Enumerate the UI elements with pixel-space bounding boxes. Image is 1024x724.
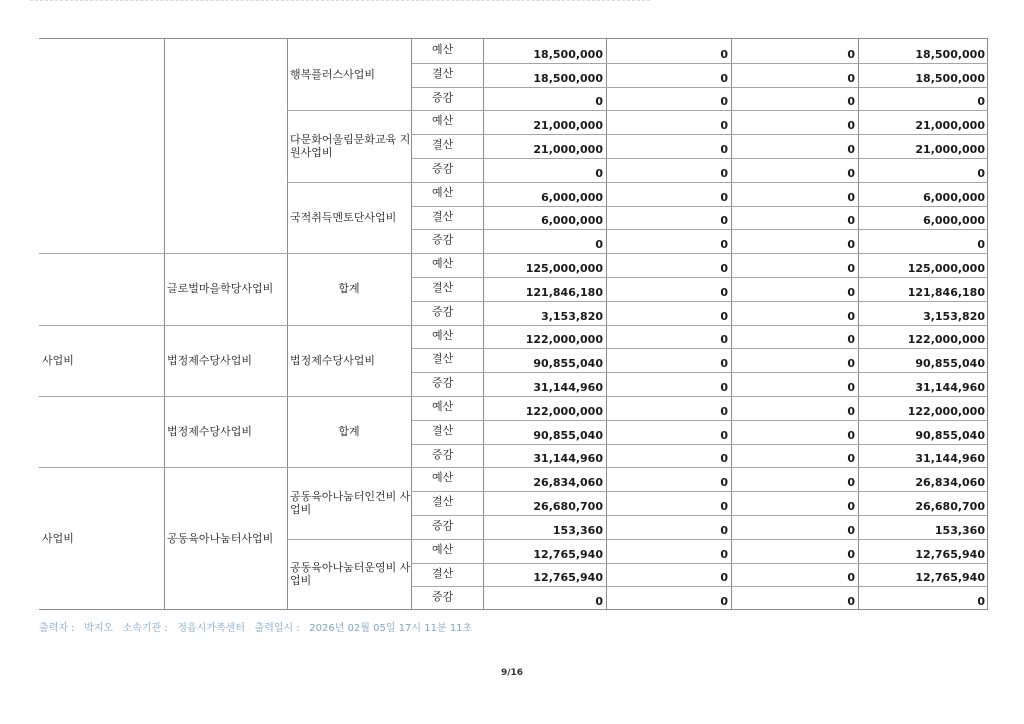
row-rule <box>411 301 988 302</box>
row-rule <box>164 325 287 326</box>
row-rule <box>287 182 411 183</box>
amount-cell: 0 <box>720 285 728 299</box>
amount-cell: 6,000,000 <box>923 190 985 204</box>
amount-cell: 0 <box>595 95 603 109</box>
row-rule <box>411 563 988 564</box>
category-level3-cell: 공동육아나눔터운영비 사업비 <box>290 561 411 588</box>
row-type-label: 증감 <box>432 162 454 175</box>
row-type-label: 예산 <box>432 185 454 199</box>
row-rule <box>287 253 411 254</box>
amount-cell: 0 <box>977 595 985 609</box>
row-rule <box>39 467 164 468</box>
row-rule <box>411 206 988 207</box>
row-rule <box>39 325 164 326</box>
amount-cell: 31,144,960 <box>915 380 985 394</box>
org-name: 정읍시가족센터 <box>177 623 245 634</box>
page-number: 9/16 <box>500 668 524 678</box>
amount-cell: 0 <box>720 452 728 466</box>
category-level2-cell <box>164 39 287 253</box>
amount-cell: 31,144,960 <box>915 452 985 466</box>
row-rule <box>411 63 988 64</box>
amount-cell: 0 <box>720 142 728 156</box>
row-type-label: 결산 <box>432 281 454 294</box>
amount-cell: 0 <box>720 95 728 109</box>
amount-cell: 0 <box>847 142 855 156</box>
amount-cell: 0 <box>720 47 728 61</box>
amount-cell: 0 <box>720 595 728 609</box>
row-rule <box>411 586 988 587</box>
row-rule <box>411 229 988 230</box>
amount-cell: 0 <box>847 214 855 228</box>
amount-cell: 0 <box>720 214 728 228</box>
row-type-label: 증감 <box>432 90 454 104</box>
category-level3-cell: 다문화어울림문화교육 지원사업비 <box>290 133 411 160</box>
row-type-label: 증감 <box>432 590 454 604</box>
amount-cell: 21,000,000 <box>915 119 985 133</box>
row-rule <box>287 110 411 111</box>
category-level2-cell: 법정제수당사업비 <box>167 353 253 367</box>
print-info-footer <box>39 619 472 634</box>
amount-cell: 18,500,000 <box>533 47 603 61</box>
category-level1-cell <box>39 39 164 253</box>
amount-cell: 3,153,820 <box>541 309 603 323</box>
amount-cell: 121,846,180 <box>907 285 985 299</box>
row-rule <box>411 396 988 397</box>
row-rule <box>164 396 287 397</box>
row-rule <box>411 420 988 421</box>
amount-cell: 122,000,000 <box>907 404 985 418</box>
amount-cell: 18,500,000 <box>915 71 985 85</box>
amount-cell: 6,000,000 <box>541 214 603 228</box>
amount-cell: 21,000,000 <box>915 142 985 156</box>
amount-cell: 0 <box>847 190 855 204</box>
row-type-label: 결산 <box>432 66 454 80</box>
amount-cell: 0 <box>720 166 728 180</box>
row-type-label: 결산 <box>432 423 454 437</box>
printed-by: 박지오 <box>84 623 114 634</box>
amount-cell: 18,500,000 <box>533 71 603 85</box>
row-rule <box>411 253 988 254</box>
row-type-label: 증감 <box>432 304 454 318</box>
row-rule <box>287 467 411 468</box>
amount-cell: 12,765,940 <box>915 571 985 585</box>
amount-cell: 0 <box>847 499 855 513</box>
amount-cell: 0 <box>847 476 855 490</box>
amount-cell: 0 <box>720 357 728 371</box>
row-rule <box>411 491 988 492</box>
category-level2-cell: 공동육아나눔터사업비 <box>167 532 274 546</box>
amount-cell: 0 <box>847 71 855 85</box>
row-rule <box>411 348 988 349</box>
row-rule <box>411 87 988 88</box>
amount-cell: 121,846,180 <box>525 285 603 299</box>
amount-cell: 0 <box>720 476 728 490</box>
amount-cell: 90,855,040 <box>915 357 985 371</box>
amount-cell: 0 <box>977 95 985 109</box>
amount-cell: 122,000,000 <box>525 333 603 347</box>
category-level3-cell: 행복플러스사업비 <box>290 68 376 82</box>
category-level3-cell: 국적취득멘토단사업비 <box>290 210 397 224</box>
amount-cell: 0 <box>847 95 855 109</box>
amount-cell: 0 <box>720 71 728 85</box>
row-type-label: 결산 <box>432 495 454 509</box>
amount-cell: 0 <box>720 571 728 585</box>
row-type-label: 예산 <box>432 328 454 342</box>
amount-cell: 0 <box>847 428 855 442</box>
amount-cell: 0 <box>847 285 855 299</box>
amount-cell: 0 <box>595 238 603 252</box>
printed-at: 2026년 02월 05일 17시 11분 11초 <box>309 623 473 634</box>
amount-cell: 31,144,960 <box>533 452 603 466</box>
row-type-label: 결산 <box>432 352 454 366</box>
row-rule <box>164 253 287 254</box>
row-rule <box>411 110 988 111</box>
row-type-label: 결산 <box>432 209 454 223</box>
amount-cell: 12,765,940 <box>915 547 985 561</box>
row-type-label: 예산 <box>432 257 454 271</box>
amount-cell: 0 <box>847 357 855 371</box>
category-level3-cell: 공동육아나눔터인건비 사업비 <box>290 490 411 517</box>
row-type-label: 예산 <box>432 471 454 485</box>
row-type-label: 예산 <box>432 43 454 56</box>
amount-cell: 0 <box>847 523 855 537</box>
category-level1-cell <box>39 253 164 324</box>
amount-cell: 6,000,000 <box>541 190 603 204</box>
amount-cell: 153,360 <box>552 523 603 537</box>
scan-edge-line <box>30 0 650 4</box>
amount-cell: 0 <box>847 309 855 323</box>
org-label: 소속기관 : <box>122 623 168 634</box>
category-level2-cell: 글로벌마을학당사업비 <box>167 282 274 296</box>
amount-cell: 90,855,040 <box>915 428 985 442</box>
row-type-label: 증감 <box>432 519 454 532</box>
category-level2-cell: 법정제수당사업비 <box>167 425 253 439</box>
row-rule <box>164 467 287 468</box>
amount-cell: 0 <box>847 380 855 394</box>
amount-cell: 18,500,000 <box>915 47 985 61</box>
row-rule <box>411 158 988 159</box>
amount-cell: 125,000,000 <box>907 261 985 275</box>
row-rule <box>411 277 988 278</box>
amount-cell: 0 <box>847 333 855 347</box>
amount-cell: 0 <box>847 547 855 561</box>
category-level1-cell: 사업비 <box>42 532 74 546</box>
amount-cell: 0 <box>847 238 855 252</box>
amount-cell: 6,000,000 <box>923 214 985 228</box>
amount-cell: 0 <box>720 428 728 442</box>
amount-cell: 0 <box>847 47 855 61</box>
row-rule <box>411 134 988 135</box>
amount-cell: 122,000,000 <box>525 404 603 418</box>
row-type-label: 결산 <box>432 138 454 152</box>
amount-cell: 26,680,700 <box>915 499 985 513</box>
amount-cell: 0 <box>720 380 728 394</box>
amount-cell: 0 <box>977 238 985 252</box>
row-type-label: 예산 <box>432 542 454 556</box>
amount-cell: 122,000,000 <box>907 333 985 347</box>
amount-cell: 31,144,960 <box>533 380 603 394</box>
amount-cell: 0 <box>847 119 855 133</box>
category-level3-cell: 법정제수당사업비 <box>290 353 376 367</box>
amount-cell: 21,000,000 <box>533 142 603 156</box>
budget-settlement-table <box>39 38 988 610</box>
category-level1-cell: 사업비 <box>42 353 74 367</box>
amount-cell: 0 <box>847 166 855 180</box>
amount-cell: 0 <box>720 547 728 561</box>
amount-cell: 0 <box>977 166 985 180</box>
row-rule <box>287 539 411 540</box>
row-rule <box>411 182 988 183</box>
amount-cell: 0 <box>720 190 728 204</box>
row-type-label: 결산 <box>432 566 454 580</box>
amount-cell: 90,855,040 <box>533 357 603 371</box>
amount-cell: 0 <box>720 119 728 133</box>
amount-cell: 12,765,940 <box>533 547 603 561</box>
amount-cell: 0 <box>847 452 855 466</box>
row-rule <box>411 515 988 516</box>
row-type-label: 예산 <box>432 114 454 128</box>
category-level3-cell: 합계 <box>338 425 360 439</box>
printed-by-label: 출력자 : <box>39 623 75 634</box>
amount-cell: 0 <box>847 404 855 418</box>
amount-cell: 0 <box>720 404 728 418</box>
amount-cell: 0 <box>595 166 603 180</box>
row-rule <box>411 372 988 373</box>
amount-cell: 90,855,040 <box>533 428 603 442</box>
amount-cell: 125,000,000 <box>525 261 603 275</box>
row-rule <box>287 396 411 397</box>
amount-cell: 0 <box>720 333 728 347</box>
amount-cell: 21,000,000 <box>533 119 603 133</box>
amount-cell: 153,360 <box>934 523 985 537</box>
amount-cell: 0 <box>595 595 603 609</box>
row-type-label: 증감 <box>432 233 454 247</box>
category-level1-cell <box>39 396 164 467</box>
row-type-label: 예산 <box>432 400 454 413</box>
amount-cell: 3,153,820 <box>923 309 985 323</box>
amount-cell: 26,680,700 <box>533 499 603 513</box>
row-rule <box>39 396 164 397</box>
row-rule <box>39 253 164 254</box>
row-rule <box>287 325 411 326</box>
row-type-label: 증감 <box>432 376 454 390</box>
row-rule <box>411 467 988 468</box>
amount-cell: 26,834,060 <box>915 476 985 490</box>
amount-cell: 0 <box>847 261 855 275</box>
row-rule <box>411 539 988 540</box>
printed-at-label: 출력일시 : <box>254 623 300 634</box>
amount-cell: 0 <box>720 261 728 275</box>
amount-cell: 0 <box>720 238 728 252</box>
row-rule <box>411 325 988 326</box>
amount-cell: 26,834,060 <box>533 476 603 490</box>
row-rule <box>411 444 988 445</box>
row-type-label: 증감 <box>432 447 454 461</box>
amount-cell: 0 <box>847 595 855 609</box>
category-level3-cell: 합계 <box>338 282 360 296</box>
amount-cell: 0 <box>720 309 728 323</box>
amount-cell: 12,765,940 <box>533 571 603 585</box>
amount-cell: 0 <box>847 571 855 585</box>
amount-cell: 0 <box>720 499 728 513</box>
amount-cell: 0 <box>720 523 728 537</box>
